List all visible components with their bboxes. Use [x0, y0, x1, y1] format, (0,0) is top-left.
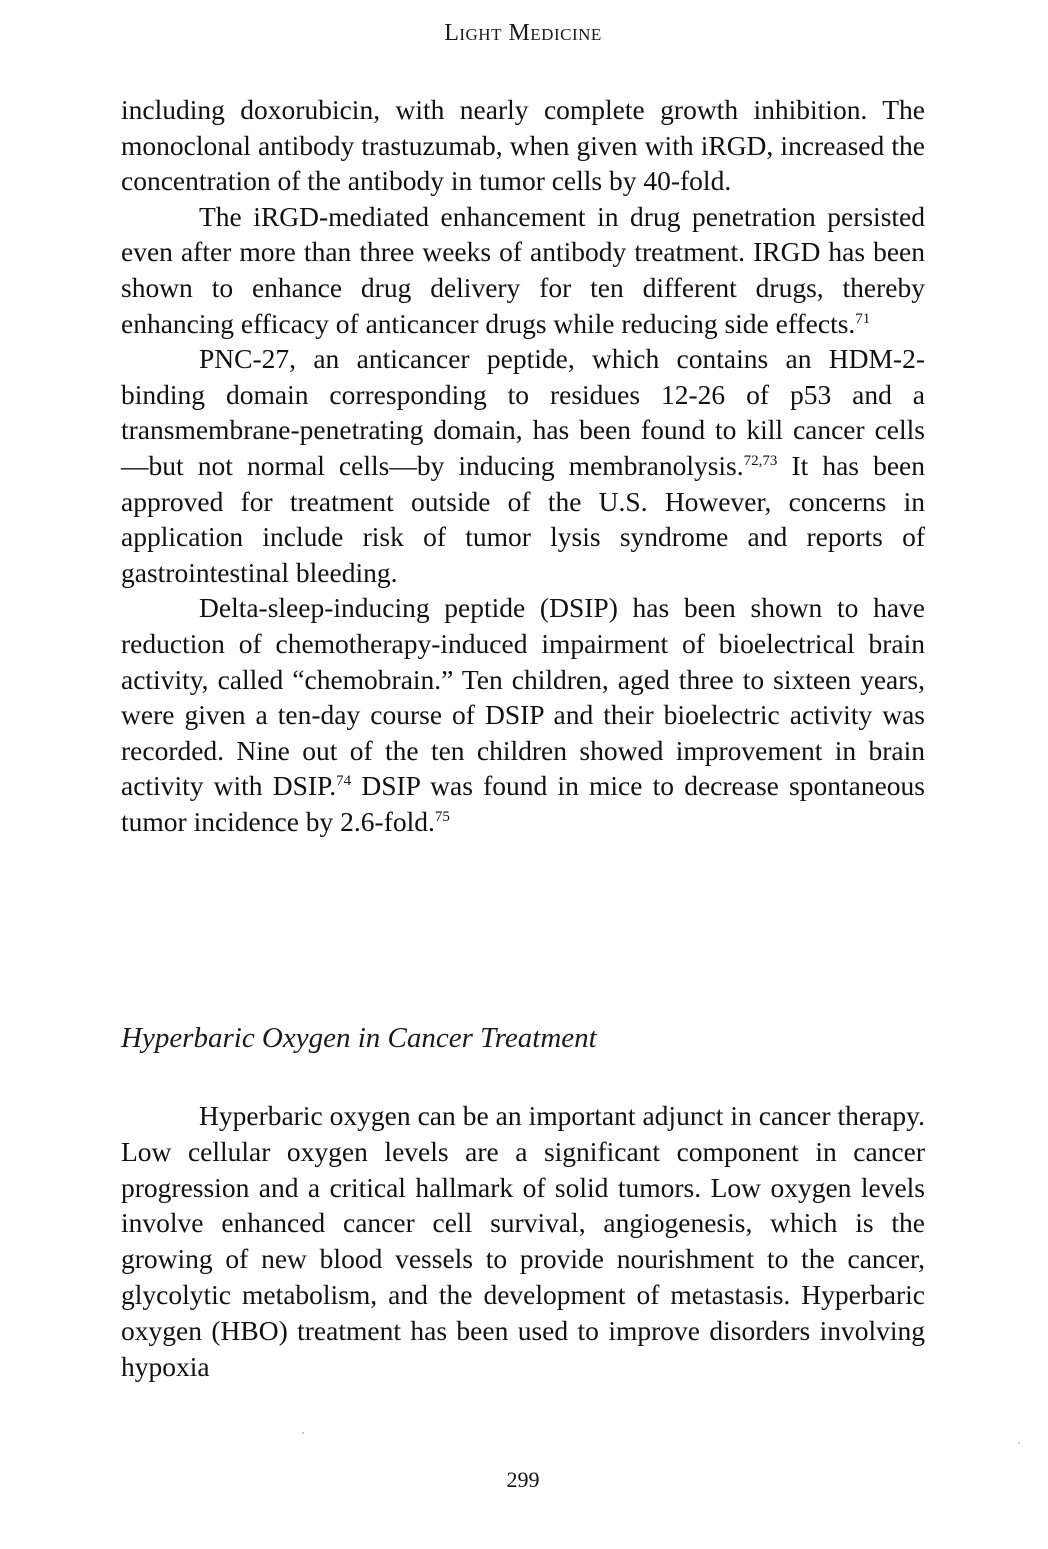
paragraph-2: [121, 199, 925, 341]
body-text-section-1: [121, 92, 925, 839]
paragraph-text: DSIP was found in mice to decrease spontaneous tumor incidence by 2.6-fold.: [121, 770, 925, 837]
paragraph-text: The iRGD-mediated enhancement in drug penetration persisted even after more than three weeks of antibody treatment. IRGD has been shown to enhance drug delivery for ten different drugs, thereby enhancing efficacy of anticancer drugs while reducing side effects.: [121, 200, 925, 339]
paragraph-text: PNC-27, an anticancer peptide, which contains an HDM-2-binding domain corresponding to residues 12-26 of p53 and a transmembrane-penetrating domain, has been found to kill cancer cells—but not normal cells—by inducing membranolysis.: [121, 343, 925, 481]
citation-superscript: 72,73: [743, 452, 778, 469]
paragraph-5: [121, 1098, 925, 1384]
paragraph-text: including doxorubicin, with nearly complete growth inhibition. The monoclonal antibody trastuzumab, when given with iRGD, increased the concentration of the antibody in tumor cells by 40-fold.: [121, 94, 925, 197]
paragraph-text: It has been approved for treatment outside of the U.S. However, concerns in application include risk of tumor lysis syndrome and reports of gastrointestinal bleeding.: [121, 449, 926, 588]
paragraph-4: [121, 590, 925, 839]
running-head: Light Medicine: [444, 20, 602, 46]
paragraph-text: Hyperbaric oxygen can be an important adjunct in cancer therapy. Low cellular oxygen levels are a significant component in cancer progression and a critical hallmark of solid tumors. Low oxygen levels involve enhanced cancer cell survival, angiogenesis, which is the growing of new blood vessels to provide nourishment to the cancer, glycolytic metabolism, and the development of metastasis. Hyperbaric oxygen (HBO) treatment has been used to improve disorders involving hypoxia: [121, 1100, 925, 1382]
citation-superscript: 71: [855, 310, 871, 327]
page-number: 299: [506, 1467, 540, 1492]
body-text-section-2: [121, 1098, 925, 1384]
scan-speck: [302, 1432, 304, 1434]
paragraph-1: [121, 92, 925, 199]
paragraph-3: [121, 341, 925, 590]
paragraph-text: Delta-sleep-inducing peptide (DSIP) has been shown to have reduction of chemotherapy-induced impairment of bioelectrical brain activity, called “chemobrain.” Ten children, aged three to sixteen years, were given a ten-day course of DSIP and their bioelectric activity was recorded. Nine out of the ten children showed improvement in brain activity with DSIP.: [121, 592, 925, 802]
scan-speck: [1018, 1442, 1020, 1444]
citation-superscript: 75: [434, 808, 450, 825]
citation-superscript: 74: [336, 773, 352, 790]
section-heading: Hyperbaric Oxygen in Cancer Treatment: [121, 1022, 597, 1054]
